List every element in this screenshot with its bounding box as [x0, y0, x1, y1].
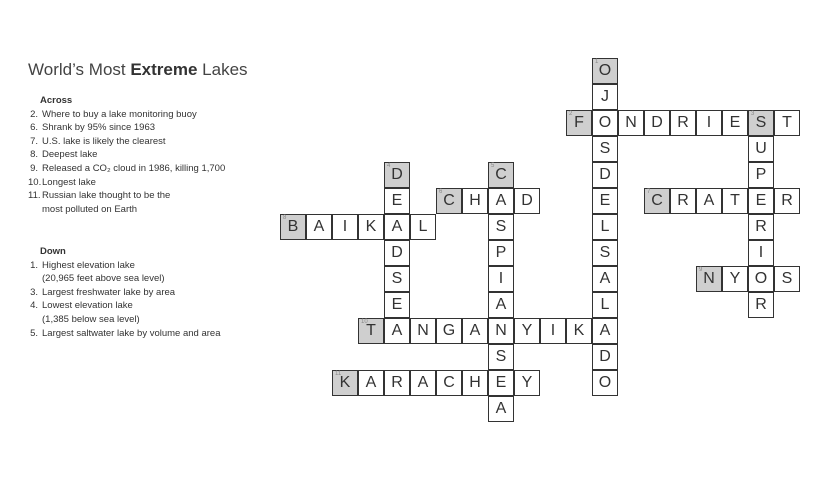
grid-cell [644, 110, 670, 136]
cell-letter: A [495, 400, 507, 417]
cell-letter: L [600, 296, 610, 313]
grid-cell [358, 318, 384, 344]
clue-text: Released a CO₂ cloud in 1986, killing 1,700 [42, 162, 226, 174]
cell-letter: D [391, 166, 403, 183]
cell-letter: C [443, 192, 455, 209]
cell-letter: A [391, 218, 403, 235]
grid-cell [592, 84, 618, 110]
grid-cell [488, 266, 514, 292]
cell-letter: I [706, 114, 712, 131]
cell-letter: R [677, 192, 689, 209]
cell-letter: D [521, 192, 533, 209]
cell-number: 6 [439, 189, 443, 195]
grid-cell [280, 214, 306, 240]
grid-cell [306, 214, 332, 240]
clue-text: U.S. lake is likely the clearest [42, 135, 166, 147]
cell-letter: K [339, 374, 351, 391]
cell-letter: C [443, 374, 455, 391]
clue-text: Largest freshwater lake by area [42, 286, 176, 298]
grid-cell [462, 318, 488, 344]
grid-cell [384, 214, 410, 240]
clue-text: Shrank by 95% since 1963 [42, 122, 156, 134]
clue-number: 9. [30, 162, 38, 174]
grid-cell [488, 396, 514, 422]
cell-letter: E [495, 374, 507, 391]
cell-number: 2 [569, 111, 573, 117]
grid-cell [748, 136, 774, 162]
grid-cell [358, 370, 384, 396]
cell-letter: A [703, 192, 715, 209]
grid-cell [592, 188, 618, 214]
cell-letter: K [573, 322, 585, 339]
cell-letter: S [781, 270, 793, 287]
cell-letter: E [391, 192, 403, 209]
cell-letter: A [495, 296, 507, 313]
cell-letter: L [418, 218, 428, 235]
grid-cell [514, 318, 540, 344]
cell-letter: E [729, 114, 741, 131]
grid-cell [748, 292, 774, 318]
cell-letter: R [391, 374, 403, 391]
clue-text: Deepest lake [42, 149, 98, 161]
grid-cell [384, 240, 410, 266]
cell-letter: F [574, 114, 584, 131]
cell-number: 3 [751, 111, 755, 117]
cell-letter: P [755, 166, 767, 183]
cell-letter: A [469, 322, 481, 339]
cell-letter: S [495, 218, 507, 235]
clue-text: Russian lake thought to be the [42, 190, 171, 202]
cell-number: 11 [335, 371, 342, 377]
grid-cell [748, 266, 774, 292]
grid-cell [488, 188, 514, 214]
grid-cell [410, 370, 436, 396]
cell-letter: O [598, 114, 612, 131]
cell-letter: I [498, 270, 504, 287]
cell-letter: Y [521, 374, 533, 391]
cell-letter: Y [729, 270, 741, 287]
grid-cell [592, 240, 618, 266]
grid-cell [566, 318, 592, 344]
cell-letter: N [495, 322, 507, 339]
grid-cell [566, 110, 592, 136]
clue-number: 3. [30, 286, 38, 298]
grid-cell [488, 292, 514, 318]
cell-letter: N [703, 270, 715, 287]
grid-cell [670, 110, 696, 136]
page-title: World’s Most Extreme Lakes [28, 60, 248, 79]
cell-number: 1 [595, 59, 599, 65]
cell-number: 7 [647, 189, 651, 195]
clue-text: Highest elevation lake [42, 259, 135, 271]
clue-number: 2. [30, 108, 38, 120]
cell-letter: R [755, 296, 767, 313]
cell-letter: G [442, 322, 456, 339]
clue-text: Where to buy a lake monitoring buoy [42, 108, 197, 120]
cell-letter: D [599, 166, 611, 183]
grid-cell [384, 292, 410, 318]
cell-letter: P [495, 244, 507, 261]
down-heading: Down [40, 246, 66, 257]
cell-letter: E [391, 296, 403, 313]
grid-cell [592, 136, 618, 162]
clue-number: 8. [30, 149, 38, 161]
cell-letter: J [601, 88, 609, 105]
cell-letter: R [755, 218, 767, 235]
clue-number: 11. [28, 190, 41, 202]
grid-cell [384, 188, 410, 214]
cell-letter: D [391, 244, 403, 261]
cell-letter: K [365, 218, 377, 235]
grid-cell [514, 370, 540, 396]
grid-cell [774, 266, 800, 292]
cell-letter: O [754, 270, 768, 287]
cell-letter: S [495, 348, 507, 365]
cell-letter: Y [521, 322, 533, 339]
cell-letter: S [755, 114, 767, 131]
grid-cell [540, 318, 566, 344]
cell-number: 9 [699, 267, 703, 273]
grid-cell [488, 162, 514, 188]
cell-letter: S [599, 140, 611, 157]
clue-number: 6. [30, 122, 38, 134]
clue-number: 1. [30, 259, 38, 271]
cell-letter: S [599, 244, 611, 261]
cell-letter: R [677, 114, 689, 131]
grid-cell [384, 318, 410, 344]
cell-number: 10 [361, 319, 368, 325]
grid-cell [488, 370, 514, 396]
grid-cell [332, 214, 358, 240]
cell-letter: B [287, 218, 299, 235]
grid-cell [592, 214, 618, 240]
grid-cell [462, 188, 488, 214]
grid-cell [618, 110, 644, 136]
grid-cell [410, 318, 436, 344]
grid-cell [592, 292, 618, 318]
cell-letter: T [782, 114, 792, 131]
cell-letter: T [366, 322, 376, 339]
cell-number: 4 [387, 163, 391, 169]
across-heading: Across [40, 95, 73, 106]
grid-cell [670, 188, 696, 214]
cell-letter: R [781, 192, 793, 209]
cell-letter: E [599, 192, 611, 209]
grid-cell [384, 162, 410, 188]
grid-cell [748, 110, 774, 136]
grid-cell [722, 188, 748, 214]
grid-cell [592, 162, 618, 188]
grid-cell [332, 370, 358, 396]
clue-text: Largest saltwater lake by volume and area [42, 327, 221, 339]
grid-cell [462, 370, 488, 396]
cell-letter: H [469, 192, 481, 209]
cell-letter: A [365, 374, 377, 391]
cell-letter: A [495, 192, 507, 209]
cell-letter: D [599, 348, 611, 365]
clue-number: 5. [30, 327, 38, 339]
grid-cell [488, 318, 514, 344]
grid-cell [592, 344, 618, 370]
cell-letter: O [598, 374, 612, 391]
clue-text: Lowest elevation lake [42, 300, 133, 312]
grid-cell [488, 344, 514, 370]
grid-cell [696, 188, 722, 214]
cell-letter: S [391, 270, 403, 287]
cell-letter: T [730, 192, 740, 209]
grid-cell [722, 110, 748, 136]
grid-cell [436, 370, 462, 396]
clue-text: (20,965 feet above sea level) [42, 273, 165, 285]
grid-cell [748, 214, 774, 240]
grid-cell [488, 214, 514, 240]
grid-cell [592, 266, 618, 292]
grid-cell [722, 266, 748, 292]
cell-letter: D [651, 114, 663, 131]
clue-text: (1,385 below sea level) [42, 313, 140, 325]
grid-cell [384, 266, 410, 292]
cell-letter: A [417, 374, 429, 391]
cell-letter: A [391, 322, 403, 339]
grid-cell [436, 188, 462, 214]
grid-cell [488, 240, 514, 266]
clue-number: 10. [28, 176, 42, 188]
cell-letter: A [599, 322, 611, 339]
cell-letter: A [313, 218, 325, 235]
cell-letter: C [651, 192, 663, 209]
grid-cell [358, 214, 384, 240]
cell-letter: I [758, 244, 764, 261]
cell-letter: N [625, 114, 637, 131]
grid-cell [774, 188, 800, 214]
grid-cell [436, 318, 462, 344]
cell-letter: U [755, 140, 767, 157]
grid-cell [748, 188, 774, 214]
grid-cell [410, 214, 436, 240]
clue-number: 4. [30, 300, 38, 312]
cell-letter: H [469, 374, 481, 391]
grid-cell [748, 162, 774, 188]
cell-letter: A [599, 270, 611, 287]
clue-text: most polluted on Earth [42, 203, 138, 215]
cell-number: 5 [491, 163, 495, 169]
cell-letter: L [600, 218, 610, 235]
cell-letter: C [495, 166, 507, 183]
grid-cell [592, 110, 618, 136]
cell-letter: N [417, 322, 429, 339]
grid-cell [592, 370, 618, 396]
cell-letter: I [342, 218, 348, 235]
grid-cell [748, 240, 774, 266]
grid-cell [696, 266, 722, 292]
cell-letter: I [550, 322, 556, 339]
grid-cell [592, 58, 618, 84]
clue-text: Longest lake [42, 176, 96, 188]
cell-number: 8 [283, 215, 287, 221]
grid-cell [696, 110, 722, 136]
grid-cell [592, 318, 618, 344]
cell-letter: E [755, 192, 767, 209]
grid-cell [384, 370, 410, 396]
cell-letter: O [598, 62, 612, 79]
grid-cell [644, 188, 670, 214]
clue-number: 7. [30, 135, 38, 147]
grid-cell [774, 110, 800, 136]
grid-cell [514, 188, 540, 214]
